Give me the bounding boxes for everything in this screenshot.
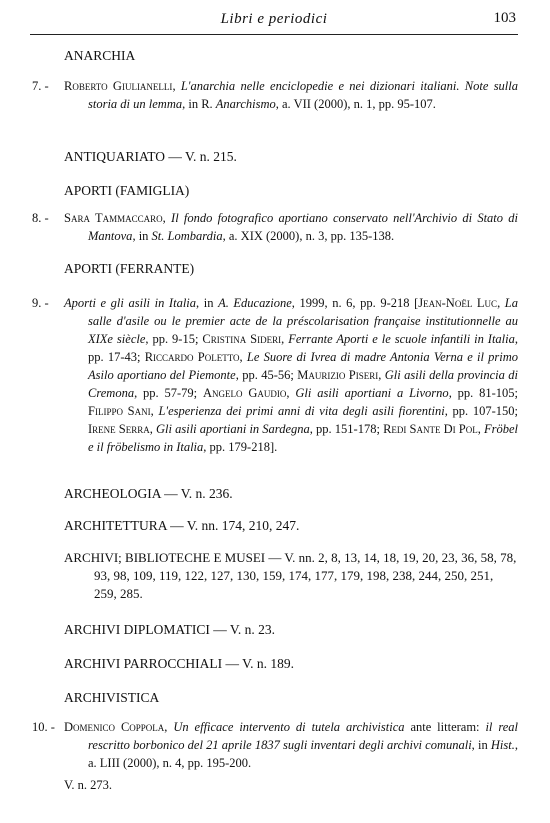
- title-text: Ferrante Aporti e le scuole infantili in Italia: [288, 332, 515, 346]
- citation-text: , pp. 45-56;: [235, 368, 298, 382]
- citation-text: ,: [149, 422, 157, 436]
- section-heading: ANARCHIA: [64, 48, 136, 63]
- entry-text: [32, 718, 518, 772]
- citation-text: ,: [378, 368, 385, 382]
- page-header: [30, 8, 518, 35]
- author-name: Roberto Giulianelli: [64, 79, 173, 93]
- citation-text: , pp. 17-43;: [88, 332, 518, 364]
- citation-text: ,: [281, 332, 289, 346]
- title-text: Gli asili aportiani a Livorno: [295, 386, 449, 400]
- title-text: Un efficace intervento di tutela archivistica: [173, 720, 405, 734]
- citation-text: , pp. 179-218].: [203, 440, 278, 454]
- citation-text: , a. VII (2000), n. 1, pp. 95-107.: [275, 97, 436, 111]
- title-text: L'anarchia nelle enciclopedie e nei dizionari italiani. Note sulla storia di un lemma: [88, 79, 519, 111]
- bibliography-entry: [32, 718, 518, 772]
- title-text: La salle d'asile ou le premier acte de la préscolarisation française institutionnelle au XIXe siècle: [88, 296, 518, 346]
- section-heading: ARCHIVI; BIBLIOTECHE E MUSEI — V. nn. 2, 8, 13, 14, 18, 19, 20, 23, 36, 58, 78, 93, 98, 109, 119, 122, 127, 130, 159, 174, 177, 179, 198, 238, 244, 250, 251, 259, 285.: [64, 550, 517, 601]
- title-text: Gli asili aportiani in Sardegna: [156, 422, 310, 436]
- citation-text: , in: [471, 738, 491, 752]
- title-text: L'esperienza dei primi anni di vita degli asili fiorentini: [158, 404, 445, 418]
- citation-text: , pp. 81-105;: [448, 386, 519, 400]
- bibliography-entry: [32, 209, 518, 245]
- author-name: Sara Tammaccaro: [64, 211, 163, 225]
- author-name: Jean-Noël Luc: [418, 296, 498, 310]
- section-heading: ARCHIVISTICA: [64, 690, 160, 705]
- section-heading: APORTI (FERRANTE): [64, 261, 195, 276]
- entry-number: 8. -: [32, 211, 49, 225]
- citation-text: , a. XIX (2000), n. 3, pp. 135-138.: [222, 229, 395, 243]
- citation-text: , in: [196, 296, 219, 310]
- citation-text: ,: [150, 404, 159, 418]
- title-text: il real rescritto borbonico del 21 aprile 1837 sugli inventari degli archivi comunali: [88, 720, 518, 752]
- bibliography-entry: [32, 294, 518, 456]
- citation-text: ,: [477, 422, 484, 436]
- author-name: Irene Serra: [88, 422, 150, 436]
- section-heading: ARCHIVI DIPLOMATICI — V. n. 23.: [64, 622, 276, 637]
- entry-number: 7. -: [32, 79, 49, 93]
- title-text: Hist.: [490, 738, 515, 752]
- citation-text: , 1999, n. 6, pp. 9-218 [: [291, 296, 419, 310]
- entry-text: [32, 294, 518, 456]
- entry-text: [32, 77, 518, 113]
- author-name: Redi Sante Di Pol: [383, 422, 478, 436]
- citation-text: , in: [132, 229, 152, 243]
- author-name: Angelo Gaudio: [203, 386, 287, 400]
- bibliography-entry: [32, 77, 518, 113]
- running-title: Libri e periodici: [220, 11, 328, 27]
- cross-reference: V. n. 273.: [64, 778, 113, 792]
- entry-number: 9. -: [32, 296, 49, 310]
- citation-text: , pp. 57-79;: [134, 386, 204, 400]
- section-heading: ARCHEOLOGIA — V. n. 236.: [64, 486, 233, 501]
- title-text: St. Lombardia: [151, 229, 223, 243]
- author-name: Cristina Sideri: [202, 332, 282, 346]
- citation-text: ante litteram:: [404, 720, 486, 734]
- section-heading: ARCHITETTURA — V. nn. 174, 210, 247.: [64, 518, 300, 533]
- entry-number: 10. -: [32, 720, 55, 734]
- author-name: Maurizio Piseri: [297, 368, 379, 382]
- citation-text: , in R.: [182, 97, 216, 111]
- citation-text: , pp. 9-15;: [145, 332, 203, 346]
- citation-text: , a. LIII (2000), n. 4, pp. 195-200.: [88, 738, 518, 770]
- citation-text: ,: [164, 720, 174, 734]
- author-name: Domenico Coppola: [64, 720, 165, 734]
- title-text: Aporti e gli asili in Italia: [64, 296, 197, 310]
- title-text: Il fondo fotografico aportiano conservato nell'Archivio di Stato di Mantova: [88, 211, 518, 243]
- title-text: Le Suore di Ivrea di madre Antonia Verna e il primo Asilo aportiano del Piemonte: [88, 350, 519, 382]
- citation-text: ,: [172, 79, 181, 93]
- entry-text: [32, 209, 518, 245]
- title-text: Anarchismo: [215, 97, 276, 111]
- citation-text: ,: [162, 211, 172, 225]
- citation-text: , pp. 151-178;: [309, 422, 384, 436]
- title-text: Fröbel e il fröbelismo in Italia: [88, 422, 519, 454]
- title-text: Gli asili della provincia di Cremona: [88, 368, 519, 400]
- section-heading: ANTIQUARIATO — V. n. 215.: [64, 149, 237, 164]
- citation-text: , pp. 107-150;: [444, 404, 519, 418]
- citation-text: ,: [497, 296, 505, 310]
- author-name: Filippo Sani: [88, 404, 151, 418]
- section-heading: ARCHIVI PARROCCHIALI — V. n. 189.: [64, 656, 295, 671]
- page-number: 103: [493, 10, 516, 26]
- citation-text: ,: [239, 350, 247, 364]
- citation-text: ,: [286, 386, 296, 400]
- section-heading: APORTI (FAMIGLIA): [64, 183, 190, 198]
- author-name: Riccardo Poletto: [144, 350, 240, 364]
- title-text: A. Educazione: [218, 296, 292, 310]
